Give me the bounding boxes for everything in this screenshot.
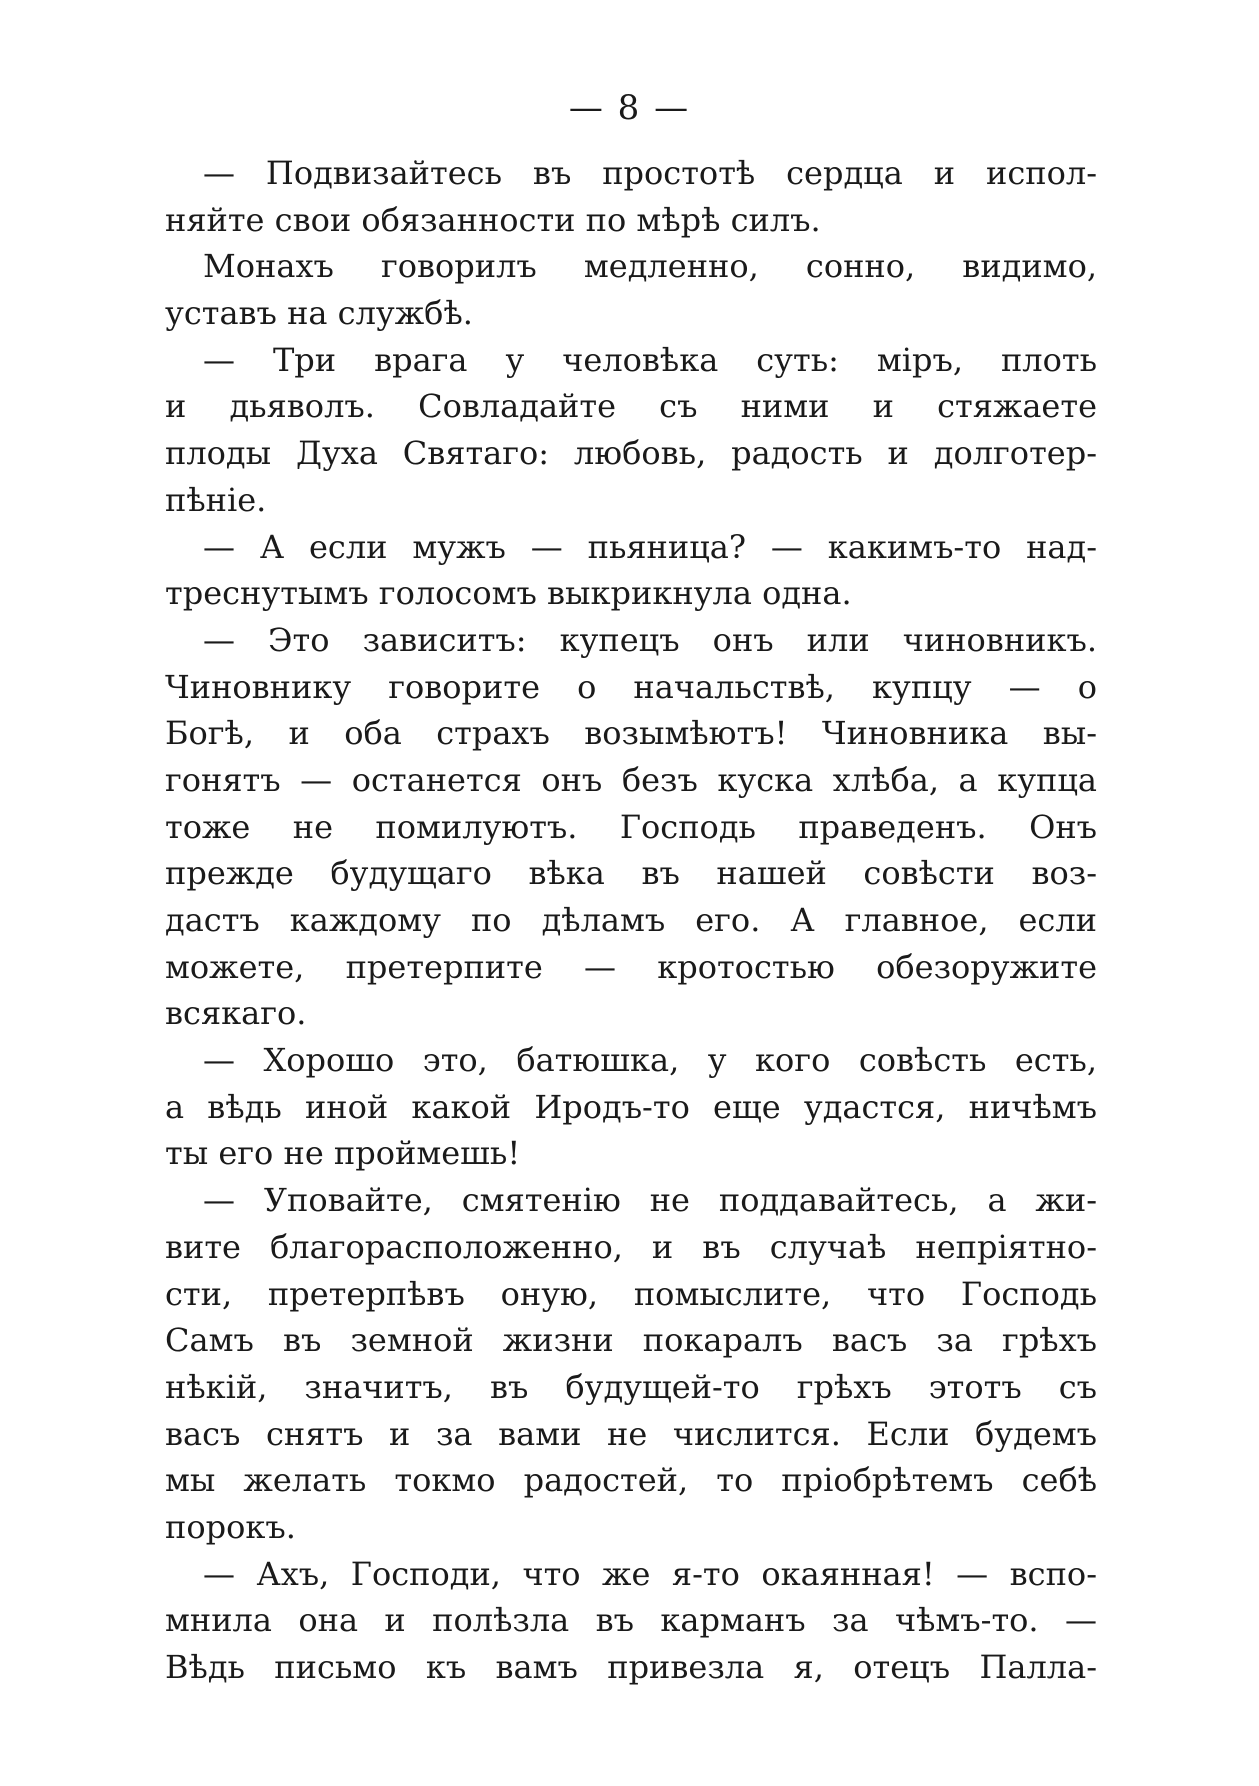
text-line: дастъ каждому по дѣламъ его. А главное, если (165, 901, 1097, 939)
text-line: Чиновнику говорите о начальствѣ, купцу — о (165, 667, 1097, 706)
text-line: всякаго. (165, 994, 307, 1033)
page-number: — 8 — (568, 88, 691, 128)
text-line: васъ снятъ и за вами не числится. Если будемъ (165, 1414, 1097, 1453)
text-line: — Три врага у человѣка суть: міръ, плоть (203, 340, 1097, 379)
text-line: уставъ на службѣ. (165, 294, 473, 333)
text-line: Вѣдь письмо къ вамъ привезла я, отецъ Палла- (165, 1648, 1097, 1686)
text-line: — Ахъ, Господи, что же я-то окаянная! — вспо- (203, 1554, 1097, 1593)
text-line: — Хорошо это, батюшка, у кого совѣсть есть, (203, 1041, 1097, 1080)
text-line: — А если мужъ — пьяница? — какимъ-то над- (203, 527, 1097, 566)
text-line: Самъ въ земной жизни покаралъ васъ за грѣхъ (165, 1321, 1097, 1360)
text-line: Монахъ говорилъ медленно, сонно, видимо, (203, 247, 1097, 286)
text-line: сти, претерпѣвъ оную, помыслите, что Господь (165, 1274, 1097, 1313)
text-line: — Подвизайтесь въ простотѣ сердца и испол- (203, 154, 1097, 192)
text-line: — Уповайте, смятенію не поддавайтесь, а жи- (203, 1181, 1097, 1220)
text-line: мы желать токмо радостей, то пріобрѣтемъ себѣ (165, 1461, 1097, 1500)
text-line: и дьяволъ. Совладайте съ ними и стяжаете (165, 387, 1097, 426)
text-line: треснутымъ голосомъ выкрикнула одна. (165, 574, 852, 613)
text-line: плоды Духа Святаго: любовь, радость и долготер- (165, 434, 1097, 473)
text-line: — Это зависитъ: купецъ онъ или чиновникъ. (203, 620, 1097, 659)
text-line: няйте свои обязанности по мѣрѣ силъ. (165, 200, 821, 239)
text-line: гонятъ — останется онъ безъ куска хлѣба, а купца (165, 760, 1097, 799)
text-line: Богѣ, и оба страхъ возымѣютъ! Чиновника вы- (165, 714, 1097, 753)
text-line: вите благорасположенно, и въ случаѣ непріятно- (165, 1227, 1097, 1266)
text-line: можете, претерпите — кротостью обезоружите (165, 947, 1097, 986)
text-line: а вѣдь иной какой Иродъ-то еще удастся, ничѣмъ (165, 1087, 1097, 1126)
text-line: прежде будущаго вѣка въ нашей совѣсти воз- (165, 854, 1097, 893)
text-line: порокъ. (165, 1507, 296, 1546)
text-line: ты его не проймешь! (165, 1134, 521, 1173)
body-text (165, 150, 1097, 1691)
text-line: мнила она и полѣзла въ карманъ за чѣмъ-то. — (165, 1601, 1097, 1640)
text-line: нѣкій, значитъ, въ будущей-то грѣхъ этотъ съ (165, 1367, 1097, 1406)
text-line: пѣніе. (165, 480, 267, 519)
text-line: тоже не помилуютъ. Господь праведенъ. Онъ (165, 807, 1097, 846)
